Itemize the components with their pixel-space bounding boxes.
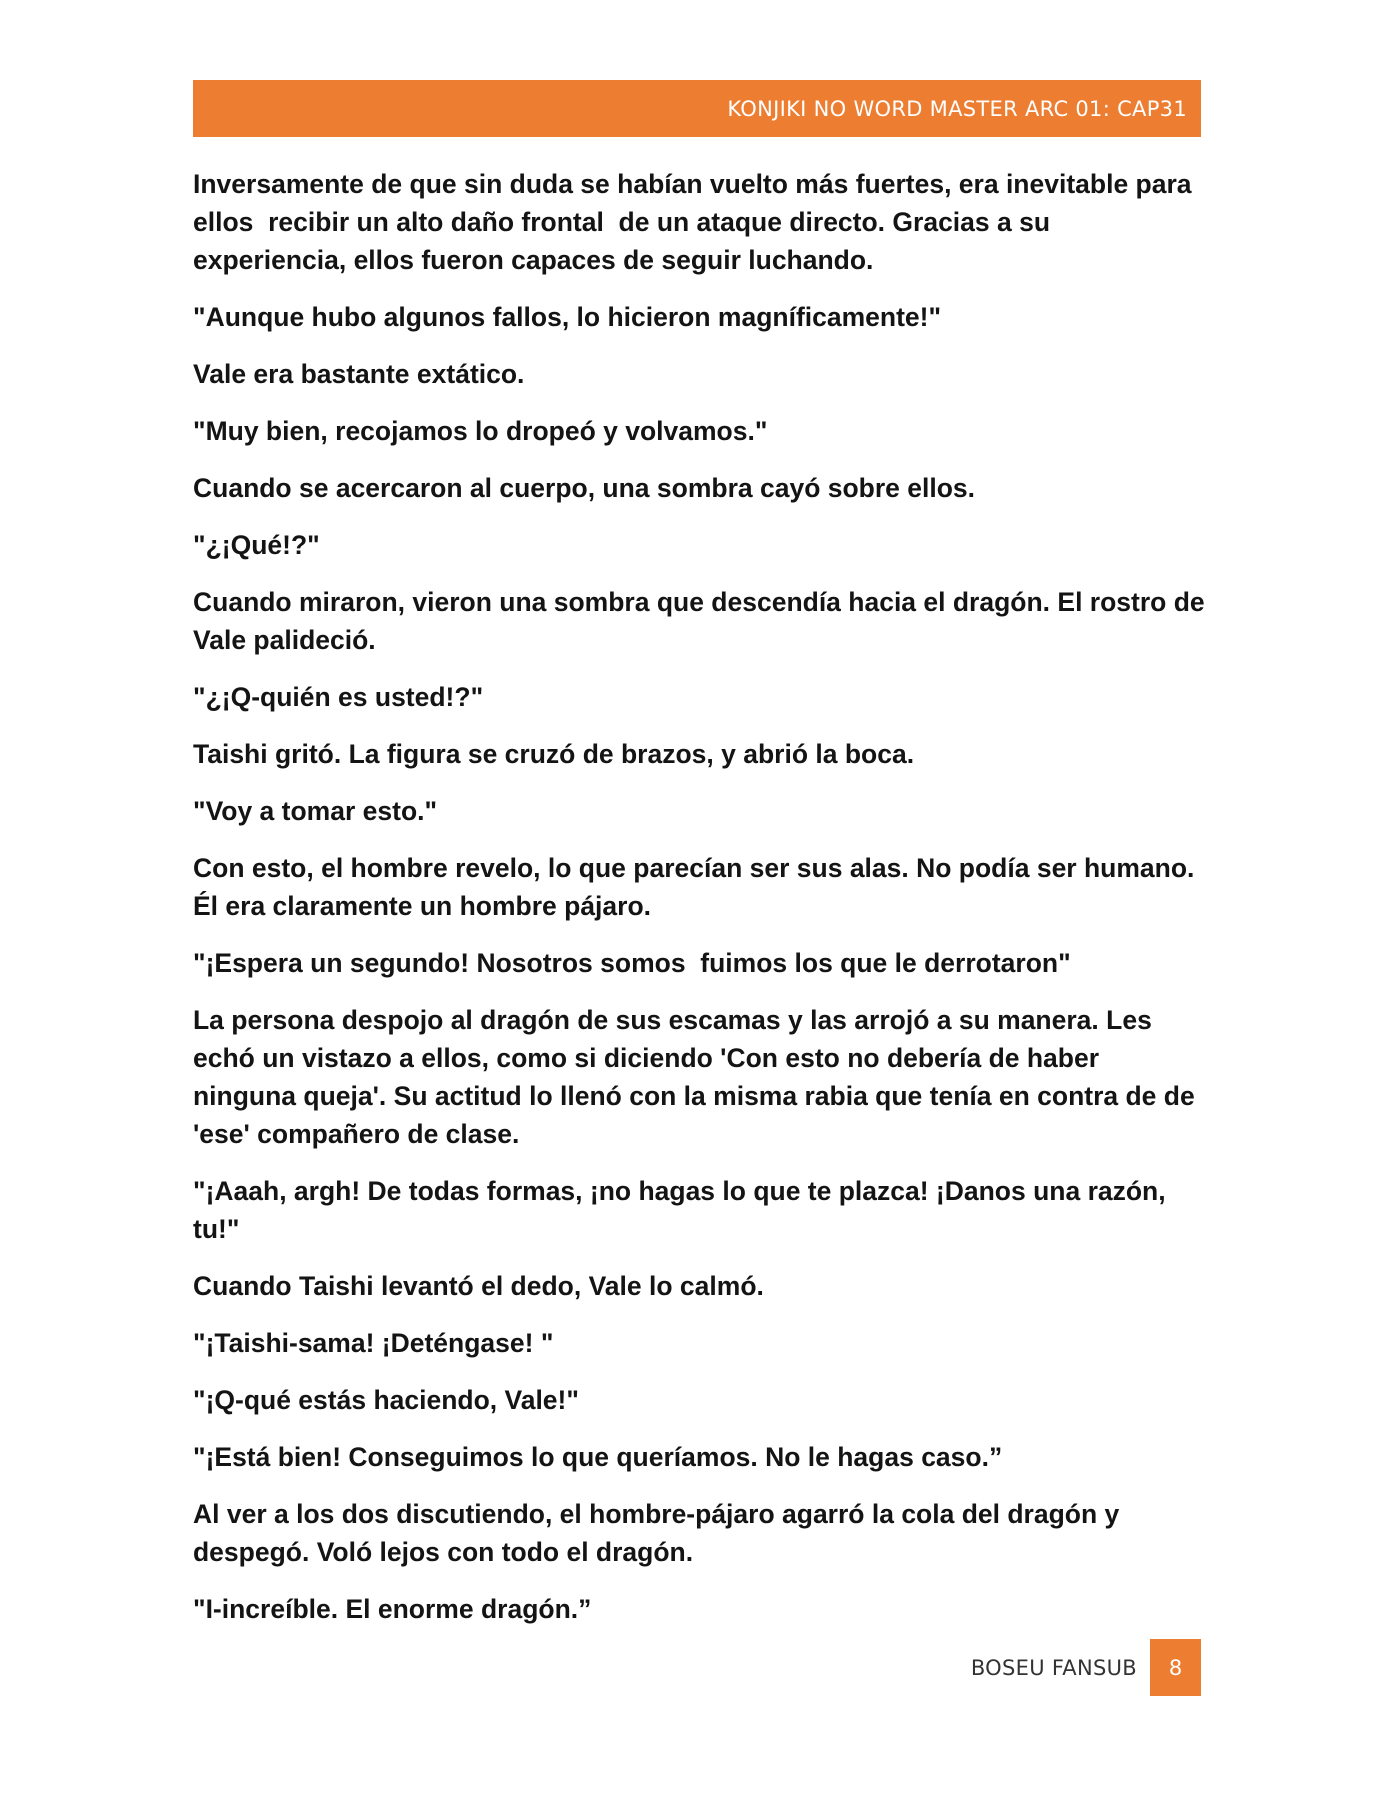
page-number-box [1150, 1639, 1201, 1696]
paragraph: Al ver a los dos discutiendo, el hombre-pájaro agarró la cola del dragón y despegó. Voló lejos con todo el dragón. [193, 1499, 1127, 1567]
paragraph: La persona despojo al dragón de sus escamas y las arrojó a su manera. Les echó un vistazo a ellos, como si diciendo 'Con esto no debería de haber ninguna queja'. Su actitud lo llenó con la misma rabia que tenía en contra de de 'ese' compañero de clase. [193, 1005, 1203, 1149]
page-body [193, 165, 1213, 1647]
paragraph: "Muy bien, recojamos lo dropeó y volvamos." [193, 416, 768, 446]
paragraph: Vale era bastante extático. [193, 359, 525, 389]
page-number: 8 [1168, 1655, 1183, 1680]
paragraph: "¡Espera un segundo! Nosotros somos fuimos los que le derrotaron" [193, 948, 1071, 978]
paragraph: "¿¡Qué!?" [193, 530, 320, 560]
paragraph: "¡Taishi-sama! ¡Deténgase! " [193, 1328, 554, 1358]
paragraph: Inversamente de que sin duda se habían vuelto más fuertes, era inevitable para ellos recibir un alto daño frontal de un ataque directo. Gracias a su experiencia, ellos fueron capaces de seguir luchando. [193, 169, 1199, 275]
paragraph: "¿¡Q-quién es usted!?" [193, 682, 484, 712]
header-title: KONJIKI NO WORD MASTER ARC 01: CAP31 [727, 96, 1187, 121]
paragraph: Cuando Taishi levantó el dedo, Vale lo calmó. [193, 1271, 764, 1301]
paragraph: Con esto, el hombre revelo, lo que parecían ser sus alas. No podía ser humano. Él era claramente un hombre pájaro. [193, 853, 1202, 921]
paragraph: "I-increíble. El enorme dragón.” [193, 1594, 592, 1624]
page-footer [971, 1639, 1201, 1696]
paragraph: "¡Aaah, argh! De todas formas, ¡no hagas lo que te plazca! ¡Danos una razón, tu!" [193, 1176, 1173, 1244]
paragraph: Taishi gritó. La figura se cruzó de brazos, y abrió la boca. [193, 739, 915, 769]
paragraph: "¡Q-qué estás haciendo, Vale!" [193, 1385, 579, 1415]
paragraph: Cuando miraron, vieron una sombra que descendía hacia el dragón. El rostro de Vale palideció. [193, 587, 1213, 655]
footer-label: BOSEU FANSUB [970, 1655, 1137, 1680]
paragraph: "Aunque hubo algunos fallos, lo hicieron magníficamente!" [193, 302, 942, 332]
paragraph: "Voy a tomar esto." [193, 796, 438, 826]
header-bar [193, 80, 1201, 137]
paragraph: "¡Está bien! Conseguimos lo que queríamos. No le hagas caso.” [193, 1442, 1003, 1472]
paragraph: Cuando se acercaron al cuerpo, una sombra cayó sobre ellos. [193, 473, 976, 503]
